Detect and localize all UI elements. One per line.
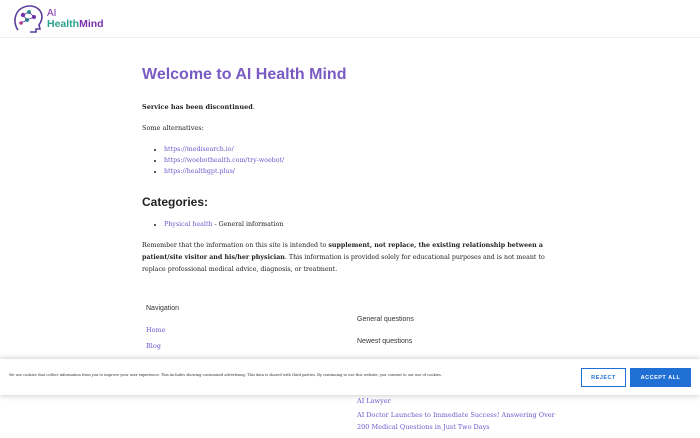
alternative-link-medisearch[interactable]: https://medisearch.io/ xyxy=(164,146,234,153)
reject-cookies-button[interactable]: REJECT xyxy=(581,368,626,387)
footer-link-blog[interactable]: Blog xyxy=(146,342,161,350)
logo-wordmark xyxy=(47,9,104,29)
accept-all-cookies-button[interactable]: ACCEPT ALL xyxy=(630,368,691,387)
disclaimer-part1: Remember that the information on this site is intended to xyxy=(142,242,329,249)
logo-healthmind-text xyxy=(47,19,104,29)
logo-mind-text: Mind xyxy=(79,18,104,30)
list-item xyxy=(164,155,562,166)
post-link-ai-doctor[interactable]: AI Doctor Launches to Immediate Success! Answering Over 200 Medical Questions in Just Two Days xyxy=(357,411,555,431)
navigation-heading: Navigation xyxy=(146,305,180,312)
alternative-link-woebot[interactable]: https://woebothealth.com/try-woebot/ xyxy=(164,157,285,164)
brain-head-logo-icon xyxy=(12,4,44,34)
logo-ai-text: AI xyxy=(47,8,57,19)
alternatives-label: Some alternatives: xyxy=(142,124,204,132)
categories-list xyxy=(164,219,562,230)
post-link-ai-lawyer[interactable]: AI Lawyer xyxy=(357,397,391,405)
alternatives-list xyxy=(164,144,562,177)
alternative-link-healthgpt[interactable]: https://healthgpt.plus/ xyxy=(164,168,235,175)
top-bar xyxy=(0,0,700,38)
notice-bold: Service has been discontinued xyxy=(142,103,253,111)
general-questions-heading: General questions xyxy=(357,316,414,323)
discontinued-notice xyxy=(142,102,562,113)
logo-health-text: Health xyxy=(47,18,80,30)
notice-end: . xyxy=(252,103,255,111)
disclaimer-bold: supplement, not replace, the existing relationship between a patient/site visitor and his/her physician xyxy=(142,242,543,261)
cookie-text: We use cookies that collect information from you to improve your user experience. This includes showing customized advertising. This data is shared with third parties. By continuing to use this website, you consent to our use of cookies. xyxy=(9,373,442,377)
page-title: Welcome to AI Health Mind xyxy=(142,66,347,83)
main-content xyxy=(142,66,562,276)
site-logo[interactable] xyxy=(12,4,104,34)
cookie-banner xyxy=(0,359,700,395)
list-item xyxy=(164,219,562,230)
footer-navigation xyxy=(146,305,326,358)
footer-link-home[interactable]: Home xyxy=(146,326,166,334)
categories-heading: Categories: xyxy=(142,195,209,209)
disclaimer-part2: . This information is provided solely for educational purposes and is not meant to replace professional medical advice, diagnosis, or treatment. xyxy=(142,254,545,273)
category-description: - General information xyxy=(212,221,284,228)
list-item xyxy=(164,166,562,177)
list-item xyxy=(164,144,562,155)
medical-disclaimer xyxy=(142,240,562,276)
newest-questions-heading: Newest questions xyxy=(357,338,413,345)
category-link-physical-health[interactable]: Physical health xyxy=(164,221,213,228)
